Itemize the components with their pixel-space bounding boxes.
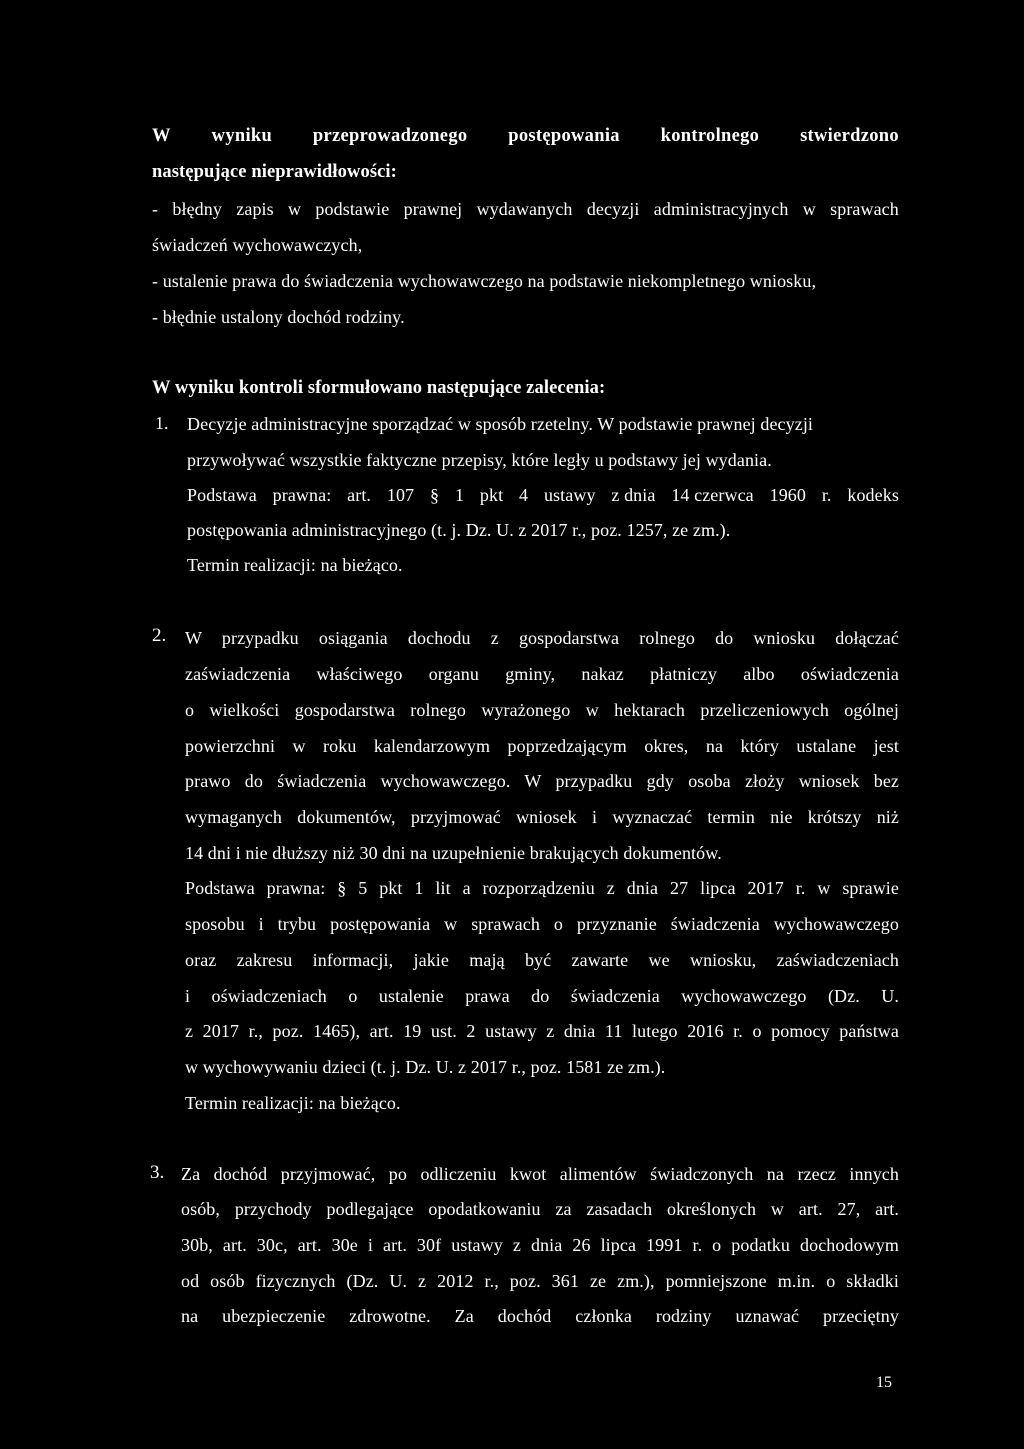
heading-word: kontrolnego	[660, 126, 760, 146]
heading-word: postępowania	[508, 126, 620, 146]
item-1-term: Termin realizacji: na bieżąco.	[187, 555, 403, 575]
item-3-line1: Za dochód przyjmować, po odliczeniu kwot alimentów świadczonych na rzecz innych	[181, 1164, 899, 1184]
finding-item-1-line2: świadczeń wychowawczych,	[152, 235, 363, 255]
word: administracyjnych	[653, 199, 789, 219]
word: prawna:	[272, 485, 332, 505]
word: 4	[519, 485, 529, 505]
page-number: 15	[876, 1374, 892, 1391]
finding-item-2: - ustalenie prawa do świadczenia wychowawczego na podstawie niekompletnego wniosku,	[152, 271, 817, 291]
item-1-line1: Decyzje administracyjne sporządzać w sposób rzetelny. W podstawie prawnej decyzji	[187, 414, 814, 434]
findings-heading-line2: następujące nieprawidłowości:	[152, 162, 397, 182]
word: w	[802, 199, 816, 219]
word: 14 czerwca	[671, 485, 754, 505]
item-2-line4: powierzchni w roku kalendarzowym poprzedzającym okres, na który ustalane jest	[185, 736, 899, 756]
word: prawnej	[403, 199, 463, 219]
item-2-number: 2.	[152, 625, 167, 646]
section-sign: §	[430, 485, 440, 505]
item-2-line2: zaświadczenia właściwego organu gminy, nakaz płatniczy albo oświadczenia	[185, 664, 899, 684]
word: Podstawa	[187, 485, 257, 505]
heading-word: W	[152, 126, 171, 146]
item-2-line6: wymaganych dokumentów, przyjmować wniosek i wyznaczać termin nie krótszy niż	[185, 807, 899, 827]
word: podstawie	[315, 199, 390, 219]
word: sprawach	[830, 199, 899, 219]
word: błędny	[172, 199, 222, 219]
heading-word: przeprowadzonego	[312, 126, 468, 146]
recommendations-heading: W wyniku kontroli sformułowano następujące zalecenia:	[152, 378, 606, 398]
word: pkt	[479, 485, 504, 505]
item-2-basis-line5: z 2017 r., poz. 1465), art. 19 ust. 2 ustawy z dnia 11 lutego 2016 r. o pomocy państwa	[185, 1021, 899, 1041]
item-1-line2: przywoływać wszystkie faktyczne przepisy, które legły u podstawy jej wydania.	[187, 450, 772, 470]
heading-word: stwierdzono	[800, 126, 899, 146]
item-2-line3: o wielkości gospodarstwa rolnego wyrażonego w hektarach przeliczeniowych ogólnej	[185, 700, 899, 720]
word: kodeks	[847, 485, 899, 505]
item-3-line4: od osób fizycznych (Dz. U. z 2012 r., poz. 361 ze zm.), pomniejszone m.in. o składki	[181, 1271, 899, 1291]
word: 1	[454, 485, 465, 505]
word: -	[152, 199, 159, 219]
word: decyzji	[586, 199, 640, 219]
word: r.	[821, 485, 832, 505]
item-1-number: 1.	[155, 413, 169, 433]
item-3-line3: 30b, art. 30c, art. 30e i art. 30f ustawy z dnia 26 lipca 1991 r. o podatku dochodowym	[181, 1235, 899, 1255]
item-2-basis-line1: Podstawa prawna: § 5 pkt 1 lit a rozporządzeniu z dnia 27 lipca 2017 r. w sprawie	[185, 878, 899, 898]
findings-heading-line1	[152, 125, 899, 147]
finding-item-3: - błędnie ustalony dochód rodziny.	[152, 307, 405, 327]
item-2-basis-line6: w wychowywaniu dzieci (t. j. Dz. U. z 2017 r., poz. 1581 ze zm.).	[185, 1057, 666, 1077]
word: w	[288, 199, 302, 219]
item-2-basis-line4: i oświadczeniach o ustalenie prawa do świadczenia wychowawczego (Dz. U.	[185, 986, 899, 1006]
item-1-line3	[187, 484, 899, 506]
heading-word: wyniku	[211, 126, 273, 146]
word: 1960	[769, 485, 806, 505]
word: wydawanych	[476, 199, 573, 219]
item-2-basis-line3: oraz zakresu informacji, jakie mają być zawarte we wniosku, zaświadczeniach	[185, 950, 899, 970]
word: z dnia	[611, 485, 656, 505]
word: zapis	[236, 199, 274, 219]
item-3-line5: na ubezpieczenie zdrowotne. Za dochód członka rodziny uznawać przeciętny	[181, 1306, 899, 1326]
word: 107	[386, 485, 415, 505]
item-2-line7: 14 dni i nie dłuższy niż 30 dni na uzupełnienie brakujących dokumentów.	[185, 843, 722, 863]
item-2-line1: W przypadku osiągania dochodu z gospodarstwa rolnego do wniosku dołączać	[185, 628, 899, 648]
item-1-line4: postępowania administracyjnego (t. j. Dz. U. z 2017 r., poz. 1257, ze zm.).	[187, 520, 731, 540]
word: ustawy	[543, 485, 596, 505]
item-2-basis-line2: sposobu i trybu postępowania w sprawach o przyznanie świadczenia wychowawczego	[185, 914, 899, 934]
item-3-line2: osób, przychody podlegające opodatkowaniu za zasadach określonych w art. 27, art.	[181, 1199, 899, 1219]
finding-item-1-line1	[152, 198, 899, 220]
item-2-line5: prawo do świadczenia wychowawczego. W przypadku gdy osoba złoży wniosek bez	[185, 771, 899, 791]
item-3-number: 3.	[150, 1162, 165, 1183]
item-2-term: Termin realizacji: na bieżąco.	[185, 1093, 401, 1113]
word: art.	[347, 485, 372, 505]
